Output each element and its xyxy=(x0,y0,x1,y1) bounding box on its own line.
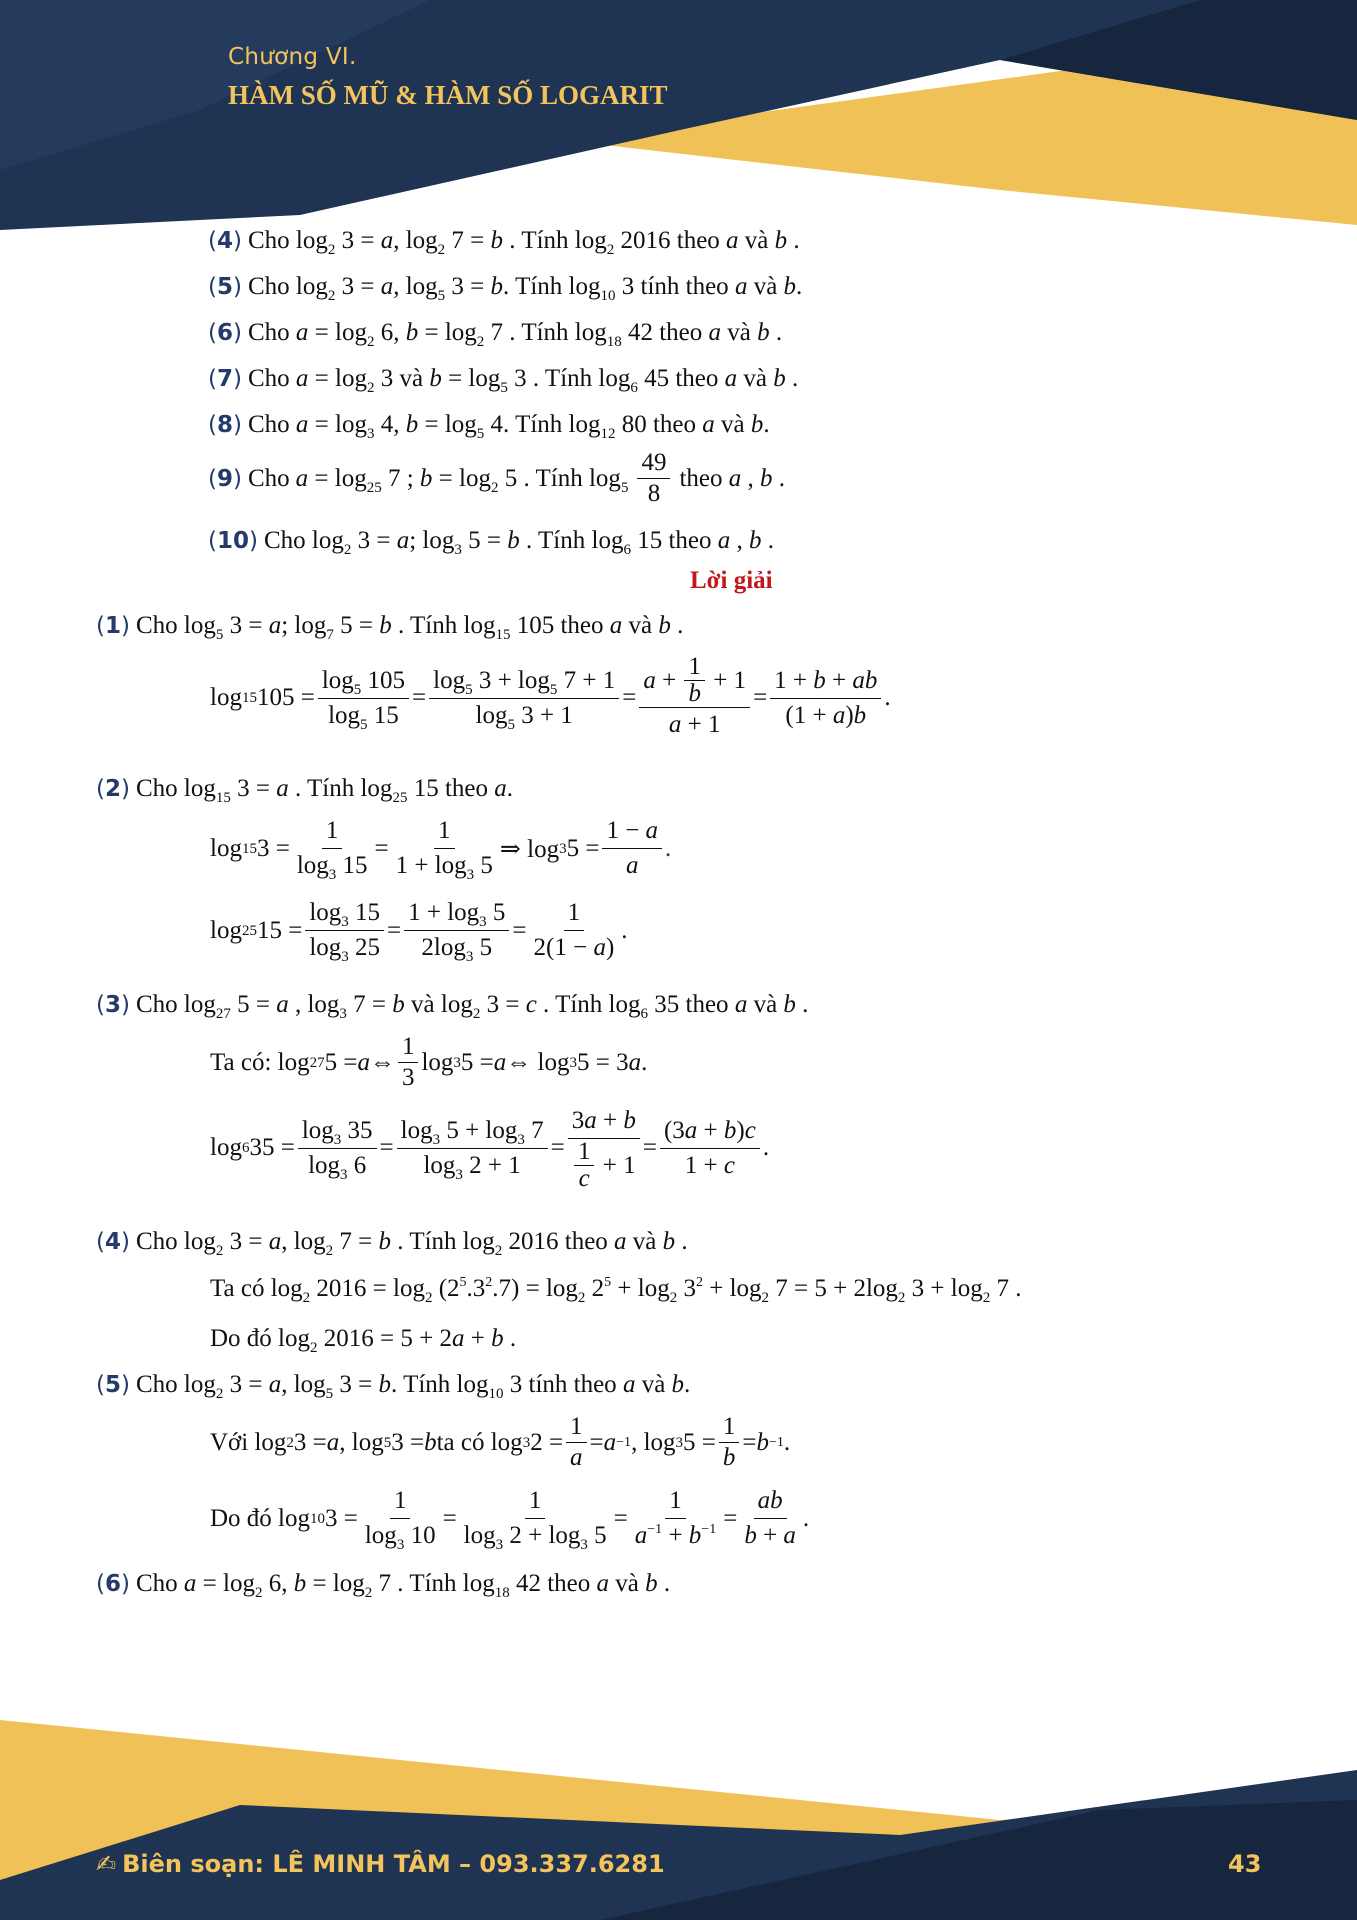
page-number: 43 xyxy=(1228,1850,1262,1878)
solution-3-formula-1: Ta có: log 27 5 = a ⇔ 1 3 log 3 5 = a ⇔ log 3 5 = 3 a . xyxy=(210,1033,648,1091)
exercise-8: ( 8 ) Cho $a = \log_3 4$, $b = \log_5 4$. Tính $\log_{12} 80$ theo a và b. xyxy=(208,410,770,440)
exercise-10: ( 10 ) Cho $\log_2 3 = a$; $\log_3 5 = b$ . Tính $\log_6 15$ theo a , b . xyxy=(208,526,774,556)
pencil-icon: ✍ xyxy=(96,1850,117,1878)
solution-2-statement: ( 2 ) Cho $\log_{15} 3 = a$ . Tính $\log_{25} 15$ theo a. xyxy=(96,774,513,804)
chapter-label: Chương VI. xyxy=(228,44,357,70)
solution-5-formula-1: Với log 2 3 = a , log 5 3 = b ta có log 3 2 = 1 a = a −1 , log 3 5 = 1 b = b −1 . xyxy=(210,1413,791,1471)
solution-1-formula: log 15 105 = $\log_5 105$ $\log_5 15$ = $\log_5 3 + \log_5 7 + 1$ $\log_5 3 + 1$ = a + 1 b + 1 a + 1 = 1 + b + ab (1 + a)b . xyxy=(210,653,891,738)
footer-author: ✍ Biên soạn: LÊ MINH TÂM – 093.337.6281 xyxy=(96,1850,665,1878)
solution-4-line-2: Do đó $\log_2 2016 = 5 + 2a + b$ . xyxy=(210,1325,517,1356)
chapter-title: HÀM SỐ MŨ & HÀM SỐ LOGARIT xyxy=(228,80,668,110)
exercise-9: ( 9 ) Cho $a = \log_{25} 7$ ; $b = \log_2 5$ . Tính $\log_5$ 49 8 theo a , b . xyxy=(208,450,785,507)
solution-4-statement: ( 4 ) Cho $\log_2 3 = a$, $\log_2 7 = b$ . Tính $\log_2 2016$ theo a và b . xyxy=(96,1227,688,1257)
exercise-7: ( 7 ) Cho $a = \log_2 3$ và $b = \log_5 3$ . Tính $\log_6 45$ theo a và b . xyxy=(208,364,798,394)
solution-3-formula-2: log 6 35 = $\log_3 35$ $\log_3 6$ = $\log_3 5 + \log_3 7$ $\log_3 2 + 1$ = 3a + b 1 c + 1 = (3a + b)c 1 + c . xyxy=(210,1107,770,1192)
exercise-6: ( 6 ) Cho $a = \log_2 6$, $b = \log_2 7$ . Tính $\log_{18} 42$ theo a và b . xyxy=(208,318,782,348)
solution-3-statement: ( 3 ) Cho $\log_{27} 5 = a$ , $\log_3 7 = b$ và $\log_2 3 = c$ . Tính $\log_6 35$ theo a và b . xyxy=(96,990,808,1020)
solution-5-formula-2: Do đó log 10 3 = 1 $\log_3 10$ = 1 $\log_3 2 + \log_3 5$ = 1 $a^{-1} + b^{-1}$ = ab b + a . xyxy=(210,1487,810,1553)
solution-6-statement: ( 6 ) Cho $a = \log_2 6$, $b = \log_2 7$ . Tính $\log_{18} 42$ theo a và b . xyxy=(96,1569,670,1599)
solution-title: Lời giải xyxy=(690,567,773,594)
solution-2-formula-1: log 15 3 = 1 $\log_3 15$ = 1 $1 + \log_3 5$ ⇒ log 3 5 = 1 − a a . xyxy=(210,817,672,883)
solution-2-formula-2: log 25 15 = $\log_3 15$ $\log_3 25$ = $1 + \log_3 5$ $2\log_3$ 5 = 1 2(1 − a) . xyxy=(210,899,628,965)
solution-1-statement: ( 1 ) Cho $\log_5 3 = a$; $\log_7 5 = b$ . Tính $\log_{15} 105$ theo a và b . xyxy=(96,611,683,641)
solution-5-statement: ( 5 ) Cho $\log_2 3 = a$, $\log_5 3 = b$. Tính $\log_{10} 3$ tính theo a và b. xyxy=(96,1370,690,1400)
exercise-4: ( 4 ) Cho $\log_2 3 = a$, $\log_2 7 = b$ . Tính $\log_2 2016$ theo a và b . xyxy=(208,226,800,256)
exercise-5: ( 5 ) Cho $\log_2 3 = a$, $\log_5 3 = b$. Tính $\log_{10} 3$ tính theo a và b. xyxy=(208,272,802,302)
solution-4-line-1: Ta có $\log_2 2016 = \log_2 (2^5.3^2.7) = \log_2 2^5 + \log_2 3^2 + \log_2 7 = 5 + 2\log_2$ $3 + \log_2 7$ . xyxy=(210,1275,1022,1306)
